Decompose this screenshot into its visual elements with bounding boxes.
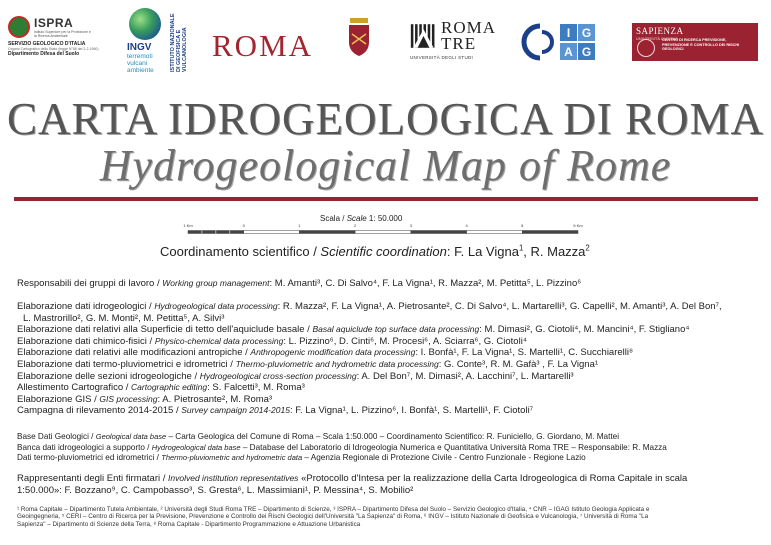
svg-text:I: I <box>566 26 571 40</box>
credit-label-en: Physico-chemical data processing <box>154 335 284 346</box>
coordination-name-2: , R. Mazza <box>523 244 586 259</box>
affiliation-line-3: Sapienza" – Dipartimento di Scienze della Terra, ⁸ Roma Capitale - Dipartimento Programmazione e Attuazione Urbanistica <box>17 520 361 528</box>
credit-label-en: Hydrogeological cross-section processing <box>199 370 357 381</box>
credit-gis <box>17 394 762 406</box>
credit-label-en: Cartographic editing <box>131 382 208 393</box>
affiliation-line-1: ¹ Roma Capitale – Dipartimento Tutela Ambientale, ² Università degli Studi Roma TRE – Dipartimento di Scienze, ³ ISPRA – Dipartimento Difesa del Suolo – Servizio Geologico d'Italia, ⁴ CNR – IGAG Istituto Geologia Applicata e <box>17 506 650 513</box>
scale-tick-label: 0 <box>242 223 245 228</box>
credit-label-it: Elaborazione dati termo-pluviometrici e idrometrici / <box>17 358 236 370</box>
credit-label-en: Thermo-pluviometric and hydrometric data processing <box>235 358 439 369</box>
credit-names: : I. Bonfà¹, F. La Vigna¹, S. Martelli¹, C. Succhiarelli⁸ <box>415 347 633 359</box>
ingv-tag-environment: ambiente <box>127 67 154 74</box>
sapienza-ceri-logo <box>632 23 758 61</box>
ceri-center-name: CENTRO DI RICERCA PREVISIONE, PREVENZIONE E CONTROLLO DEI RISCHI GEOLOGICI <box>662 38 740 51</box>
title-english: Hydrogeological Map of Rome <box>99 141 672 190</box>
credit-working-groups <box>17 278 762 290</box>
credit-label-en: Basal aquiclude top surface data processing <box>312 324 480 335</box>
credit-label-en: Anthropogenic modification data processing <box>250 347 416 358</box>
scale-tick-label: 2 <box>354 223 357 228</box>
credit-names: : A. Del Bon⁷, M. Dimasi², A. Lacchini⁷, L. Martarelli³ <box>356 370 574 382</box>
ingv-logo <box>127 8 167 74</box>
representatives-label-en: Involved institution representatives <box>168 473 299 483</box>
scale-tick-label: 1 Km <box>183 223 193 228</box>
credit-thermo-pluviometric <box>17 359 762 371</box>
sapienza-university: UNIVERSITÀ DI ROMA <box>636 36 679 41</box>
scale-tick-label: 6 Km <box>573 223 583 228</box>
credits-groups <box>17 278 762 290</box>
credit-names: : L. Pizzino⁶, D. Cinti⁶, M. Procesi⁶, A. Sciarra⁶, G. Ciotoli⁴ <box>283 335 527 347</box>
roma-tre-word-tre: TRE <box>440 34 477 53</box>
roma-shield-icon <box>347 18 371 56</box>
credit-hydro-data <box>17 301 762 313</box>
representatives-label-it: Rappresentanti degli Enti firmatari / <box>17 473 169 484</box>
affiliations <box>17 506 762 528</box>
ispra-service: SERVIZIO GEOLOGICO D'ITALIA <box>8 41 86 47</box>
svg-text:G: G <box>581 45 592 59</box>
representatives-line-1 <box>17 473 762 485</box>
representatives <box>17 473 762 496</box>
roma-tre-university: UNIVERSITÀ DEGLI STUDI <box>410 55 474 60</box>
scale-label-it: Scala / <box>320 214 347 223</box>
roma-logo-text: ROMA <box>212 28 314 63</box>
database-text: – Carta Geologica del Comune di Roma – Scala 1:50.000 – Coordinamento Scientifico: R. Funiciello, G. Giordano, M. Mattei <box>166 432 620 441</box>
credit-label-it: Elaborazione dati idrogeologici / <box>17 301 155 312</box>
roma-tre-building-icon <box>410 20 437 52</box>
scale-bar <box>168 219 598 237</box>
ispra-name: ISPRA <box>34 16 74 30</box>
credit-label-en: Working group management <box>162 278 270 288</box>
scale-segment <box>244 231 300 234</box>
scale-label-en: Scale <box>346 214 367 223</box>
credit-label-en: GIS processing <box>99 393 158 404</box>
database-hydrogeological <box>17 443 762 454</box>
cnr-igag-logo <box>520 22 612 62</box>
credit-label-it: Campagna di rilevamento 2014-2015 / <box>17 405 182 417</box>
scale-segment <box>467 231 523 234</box>
credit-physico-chemical <box>17 336 762 348</box>
svg-text:A: A <box>564 45 573 59</box>
scale-tick-label: 3 <box>409 223 412 228</box>
credit-label-it: Elaborazione dati chimico-fisici / <box>17 335 155 347</box>
coordination-label-en: Scientific coordination <box>320 244 447 259</box>
database-text: – Database del Laboratorio di Idrogeologia Numerica e Quantitativa Università Roma TRE – Responsabile: R. Mazza <box>240 442 667 452</box>
credit-label-it: Allestimento Cartografico / <box>17 382 132 394</box>
logo-bar <box>0 0 771 84</box>
database-label-en: Thermo-pluviometric and hydrometric data <box>161 453 303 462</box>
coordination-label-it: Coordinamento scientifico / <box>160 244 321 259</box>
credit-cross-sections <box>17 371 762 383</box>
title-divider <box>14 197 758 201</box>
scale-segment <box>355 231 411 234</box>
database-label-en: Geological data base <box>95 432 167 441</box>
title-italian: CARTA IDROGEOLOGICA DI ROMA <box>7 94 764 144</box>
credit-survey <box>17 405 762 417</box>
scale-segment <box>299 231 355 234</box>
database-geological <box>17 432 762 443</box>
credit-label-it: Responsabili dei gruppi di lavoro / <box>17 278 163 289</box>
coordination-sup-1: 1 <box>518 243 524 253</box>
credit-names: : G. Conte³, R. M. Gafà³ , F. La Vigna¹ <box>438 358 599 370</box>
database-label-en: Hydrogeological data base <box>151 442 241 452</box>
credit-label-it: Elaborazione delle sezioni idrogeologiche / <box>17 370 200 382</box>
coordination-sup-2: 2 <box>585 243 590 253</box>
scientific-coordination <box>160 244 590 259</box>
scale-segment <box>411 231 467 234</box>
roma-tre-logo <box>410 20 496 60</box>
ingv-name: INGV <box>127 42 152 53</box>
credit-label-it: Elaborazione GIS / <box>17 393 100 405</box>
representatives-text: «Protocollo d'Intesa per la realizzazione della Carta Idrogeologica di Roma Capitale in scala <box>298 473 688 484</box>
credit-names: : M. Dimasi², G. Ciotoli⁴, M. Mancini⁴, F. Stigliano⁴ <box>479 324 690 336</box>
credit-names: : M. Amanti³, C. Di Salvo⁴, F. La Vigna¹, R. Mazza², M. Petitta⁵, L. Pizzino⁶ <box>269 278 582 289</box>
roma-tre-word-roma: ROMA <box>440 18 496 37</box>
credit-anthropogenic <box>17 347 762 359</box>
affiliation-line-2: Geoingegneria, ⁵ CERI – Centro di Ricerca per la Previsione, Prevenzione e Controllo dei Rischi Geologici dell'Università "La Sapienza" di Roma, ⁶ INGV – Istituto Nazionale di Geofisica e Vulcanologia, ⁷ Università di Roma "La <box>17 513 649 521</box>
credit-names: : S. Falcetti³, M. Roma³ <box>207 382 305 394</box>
scale-tick-label: 4 <box>465 223 468 228</box>
credit-label-it: Elaborazione dati relativi alle modificazioni antropiche / <box>17 347 251 359</box>
scale-value: 1: 50.000 <box>366 214 403 223</box>
database-label-it: Dati termo-pluviometrici ed idrometrici / <box>17 453 162 462</box>
globe-icon <box>129 8 161 40</box>
ingv-full-name: ISTITUTO NAZIONALE DI GEOFISICA E VULCANOLOGIA <box>170 13 188 72</box>
credit-label-it: Elaborazione dati relativi alla Superficie di tetto dell'aquiclude basale / <box>17 324 313 336</box>
coordination-name-1: : F. La Vigna <box>446 244 519 259</box>
italian-emblem-icon <box>8 16 30 38</box>
ispra-organ: Organo Cartografico dello Stato (legge N°68 del 2-2-1960) <box>8 47 99 51</box>
representatives-line-2: 1:50.000»: F. Bozzano⁹, C. Campobasso³, S. Gresta⁶, L. Massimiani¹, P. Messina⁴, S. Mobilio² <box>17 484 414 496</box>
credit-label-en: Survey campaign 2014-2015 <box>181 405 290 416</box>
scale-tick-label: 1 <box>298 223 301 228</box>
scale-segment <box>522 231 578 234</box>
credit-names: : A. Pietrosante², M. Roma³ <box>157 393 273 405</box>
ispra-logo <box>8 16 108 57</box>
credit-cartographic <box>17 382 762 394</box>
svg-text:G: G <box>581 26 592 40</box>
ispra-subtitle: Istituto Superiore per la Protezione e la Ricerca Ambientale <box>34 30 91 38</box>
database-label-it: Base Dati Geologici / <box>17 432 96 441</box>
scale-tick-label: 5 <box>521 223 524 228</box>
ingv-tag-volcanoes: vulcani <box>127 60 148 67</box>
credits-list <box>17 301 762 417</box>
database-thermo <box>17 453 762 464</box>
credit-aquiclude-surface <box>17 324 762 336</box>
credit-label-en: Hydrogeological data processing <box>154 301 278 311</box>
credit-names: : F. La Vigna¹, L. Pizzino⁶, I. Bonfà¹, S. Martelli¹, F. Ciotoli⁷ <box>289 405 534 417</box>
credit-names: : R. Mazza², F. La Vigna¹, A. Pietrosante², C. Di Salvo⁴, L. Martarelli³, G. Capelli², M. Amanti³, A. Del Bon⁷, <box>277 301 722 312</box>
credit-hydro-data-continued: L. Mastrorillo², G. M. Monti², M. Petitta⁵, A. Silvi³ <box>23 312 225 324</box>
database-text: – Agenzia Regionale di Protezione Civile - Centro Funzionale - Regione Lazio <box>302 453 586 462</box>
sapienza-crest-icon <box>637 39 655 57</box>
ispra-department: Dipartimento Difesa del Suolo <box>8 51 80 57</box>
database-label-it: Banca dati idrogeologici a supporto / <box>17 442 152 452</box>
databases <box>17 432 762 464</box>
sapienza-name: SAPIENZA <box>636 26 684 36</box>
ingv-tag-earthquakes: terremoti <box>127 53 153 60</box>
